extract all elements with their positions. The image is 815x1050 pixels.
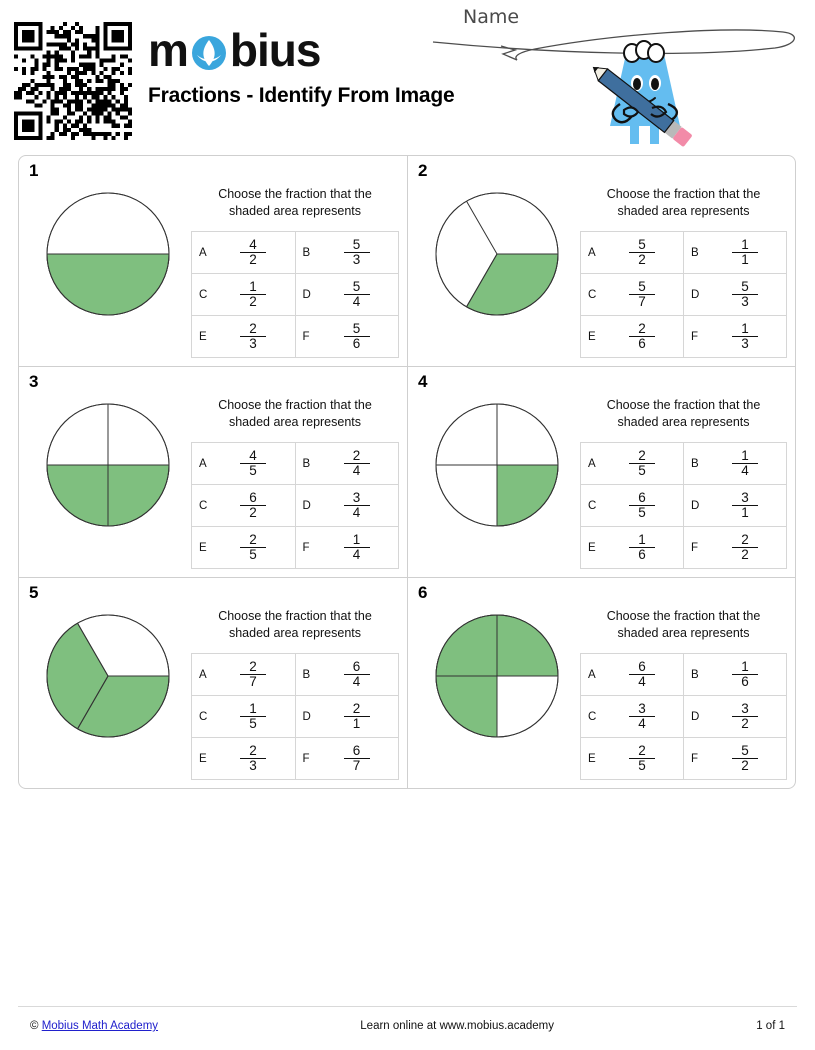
pie-chart — [433, 401, 561, 529]
option-row — [581, 654, 787, 696]
fraction-numerator: 6 — [352, 659, 361, 675]
option-row — [192, 485, 399, 527]
question-number: 6 — [418, 583, 428, 602]
options-table — [191, 442, 399, 569]
question-prompt: Choose the fraction that the shaded area represents — [606, 609, 761, 640]
question-prompt: Choose the fraction that the shaded area represents — [606, 398, 761, 429]
option-fraction — [629, 322, 655, 351]
option-fraction — [732, 238, 758, 267]
option-fraction — [240, 449, 266, 478]
option-row — [581, 696, 787, 738]
fraction-denominator: 5 — [629, 505, 655, 520]
option-cell[interactable] — [295, 485, 399, 527]
option-row — [192, 654, 399, 696]
question-cell-2 — [407, 156, 795, 366]
option-fraction — [240, 744, 266, 773]
option-row — [581, 485, 787, 527]
fraction-denominator: 2 — [732, 547, 758, 562]
option-cell[interactable] — [192, 232, 296, 274]
option-letter: A — [588, 246, 596, 259]
fraction-numerator: 2 — [741, 532, 749, 548]
option-letter: B — [302, 457, 311, 470]
question-cell-4 — [407, 367, 795, 577]
pie-chart-wrap — [29, 373, 187, 569]
option-row — [192, 696, 399, 738]
option-cell[interactable] — [684, 485, 787, 527]
fraction-denominator: 1 — [344, 716, 370, 731]
logo-text-bius: bius — [229, 24, 321, 76]
fraction-denominator: 6 — [732, 674, 758, 689]
pie-chart — [433, 190, 561, 318]
option-fraction — [240, 322, 266, 351]
fraction-numerator: 3 — [741, 490, 749, 506]
question-row — [19, 156, 795, 366]
option-letter: F — [691, 330, 699, 343]
option-row — [581, 316, 787, 358]
footer-divider — [18, 1006, 797, 1007]
question-row — [19, 366, 795, 577]
option-cell[interactable] — [295, 274, 399, 316]
questions-grid — [18, 155, 796, 789]
option-cell[interactable] — [684, 738, 787, 780]
fraction-numerator: 5 — [352, 321, 361, 337]
fraction-denominator: 5 — [629, 463, 655, 478]
name-label: Name — [463, 6, 520, 28]
fraction-denominator: 3 — [344, 252, 370, 267]
brand-block — [148, 24, 455, 108]
option-letter: D — [691, 288, 700, 301]
fraction-denominator: 5 — [240, 547, 266, 562]
fraction-denominator: 2 — [240, 294, 266, 309]
fraction-numerator: 5 — [741, 743, 749, 759]
pie-chart — [433, 612, 561, 740]
footer-page-number: 1 of 1 — [756, 1020, 785, 1032]
option-fraction — [240, 702, 266, 731]
fraction-denominator: 4 — [344, 674, 370, 689]
fraction-denominator: 3 — [732, 294, 758, 309]
pie-chart — [44, 401, 172, 529]
option-fraction — [344, 449, 370, 478]
option-row — [581, 443, 787, 485]
option-fraction — [732, 744, 758, 773]
option-cell[interactable] — [295, 654, 399, 696]
option-letter: F — [691, 541, 699, 554]
fraction-numerator: 2 — [249, 659, 257, 675]
question-prompt: Choose the fraction that the shaded area represents — [606, 187, 761, 218]
option-letter: F — [302, 541, 310, 554]
fraction-denominator: 2 — [240, 252, 266, 267]
option-row — [192, 527, 399, 569]
option-cell[interactable] — [295, 316, 399, 358]
fraction-denominator: 7 — [344, 758, 370, 773]
option-row — [581, 232, 787, 274]
fraction-numerator: 2 — [638, 743, 646, 759]
option-letter: A — [199, 668, 207, 681]
option-letter: B — [302, 246, 311, 259]
fraction-numerator: 4 — [249, 448, 257, 464]
fraction-numerator: 4 — [249, 237, 257, 253]
fraction-numerator: 5 — [352, 237, 361, 253]
option-letter: F — [302, 752, 310, 765]
fraction-numerator: 2 — [638, 448, 646, 464]
question-cell-1 — [19, 156, 407, 366]
option-cell[interactable] — [295, 232, 399, 274]
option-cell[interactable] — [581, 654, 684, 696]
option-fraction — [240, 238, 266, 267]
copyright-symbol: © — [30, 1020, 39, 1032]
fraction-denominator: 5 — [240, 463, 266, 478]
option-cell[interactable] — [684, 654, 787, 696]
fraction-numerator: 1 — [741, 237, 749, 253]
fraction-denominator: 4 — [732, 463, 758, 478]
option-letter: C — [199, 710, 208, 723]
fraction-numerator: 5 — [352, 279, 361, 295]
option-cell[interactable] — [684, 443, 787, 485]
fraction-denominator: 5 — [629, 758, 655, 773]
option-letter: B — [691, 457, 699, 470]
fraction-denominator: 2 — [732, 716, 758, 731]
fraction-numerator: 1 — [741, 321, 749, 337]
footer-copyright — [30, 1020, 158, 1032]
option-row — [192, 316, 399, 358]
fraction-denominator: 5 — [240, 716, 266, 731]
option-letter: B — [302, 668, 311, 681]
option-fraction — [629, 491, 655, 520]
option-letter: D — [691, 710, 700, 723]
question-number: 4 — [418, 372, 428, 391]
option-fraction — [732, 702, 758, 731]
fraction-numerator: 2 — [249, 532, 257, 548]
fraction-numerator: 1 — [249, 279, 257, 295]
option-fraction — [732, 449, 758, 478]
option-fraction — [344, 533, 370, 562]
option-fraction — [344, 744, 370, 773]
page-header — [0, 0, 815, 150]
option-cell[interactable] — [192, 696, 296, 738]
option-letter: C — [588, 710, 597, 723]
option-letter: A — [588, 668, 596, 681]
option-cell[interactable] — [684, 316, 787, 358]
option-cell[interactable] — [192, 485, 296, 527]
options-table — [580, 442, 787, 569]
pie-chart-wrap — [418, 584, 576, 780]
option-fraction — [629, 660, 655, 689]
fraction-denominator: 4 — [344, 294, 370, 309]
option-letter: D — [302, 499, 311, 512]
fraction-numerator: 2 — [249, 743, 257, 759]
option-row — [581, 527, 787, 569]
option-letter: C — [199, 288, 208, 301]
option-fraction — [732, 660, 758, 689]
option-letter: F — [691, 752, 699, 765]
options-table — [191, 231, 399, 358]
option-letter: A — [199, 457, 207, 470]
option-cell[interactable] — [192, 316, 296, 358]
fraction-numerator: 5 — [638, 279, 646, 295]
fraction-numerator: 6 — [249, 490, 257, 506]
option-letter: D — [691, 499, 700, 512]
fraction-denominator: 3 — [732, 336, 758, 351]
option-fraction — [629, 449, 655, 478]
option-fraction — [240, 533, 266, 562]
option-cell[interactable] — [295, 738, 399, 780]
option-fraction — [240, 660, 266, 689]
option-fraction — [732, 280, 758, 309]
fraction-numerator: 3 — [352, 490, 361, 506]
option-fraction — [344, 660, 370, 689]
pie-chart — [44, 612, 172, 740]
option-letter: E — [588, 752, 596, 765]
option-cell[interactable] — [295, 527, 399, 569]
fraction-numerator: 1 — [741, 659, 749, 675]
option-cell[interactable] — [581, 274, 684, 316]
fraction-denominator: 7 — [629, 294, 655, 309]
option-cell[interactable] — [684, 696, 787, 738]
fraction-numerator: 1 — [249, 701, 257, 717]
mobius-math-academy-link[interactable]: Mobius Math Academy — [41, 1020, 159, 1032]
fraction-numerator: 6 — [638, 490, 646, 506]
option-fraction — [344, 280, 370, 309]
option-cell[interactable] — [295, 443, 399, 485]
option-letter: A — [199, 246, 207, 259]
pie-chart-wrap — [29, 584, 187, 780]
question-prompt: Choose the fraction that the shaded area represents — [218, 398, 372, 429]
option-fraction — [629, 702, 655, 731]
option-cell[interactable] — [684, 527, 787, 569]
option-fraction — [344, 702, 370, 731]
mobius-logo — [148, 24, 455, 76]
option-cell[interactable] — [684, 274, 787, 316]
fraction-numerator: 1 — [352, 532, 361, 548]
fraction-denominator: 4 — [344, 463, 370, 478]
question-row — [19, 577, 795, 788]
option-cell[interactable] — [192, 527, 296, 569]
option-letter: E — [199, 752, 207, 765]
option-letter: D — [302, 710, 311, 723]
option-cell[interactable] — [295, 696, 399, 738]
question-prompt: Choose the fraction that the shaded area represents — [218, 187, 372, 218]
option-row — [581, 274, 787, 316]
option-letter: A — [588, 457, 596, 470]
fraction-numerator: 5 — [741, 279, 749, 295]
option-cell[interactable] — [581, 527, 684, 569]
option-cell[interactable] — [581, 485, 684, 527]
option-cell[interactable] — [581, 443, 684, 485]
fraction-denominator: 4 — [344, 547, 370, 562]
option-cell[interactable] — [581, 696, 684, 738]
question-number: 2 — [418, 161, 428, 180]
options-table — [580, 653, 787, 780]
question-cell-5 — [19, 578, 407, 788]
option-fraction — [732, 322, 758, 351]
name-field-area — [425, 4, 805, 150]
fraction-numerator: 2 — [352, 448, 361, 464]
fraction-numerator: 2 — [352, 701, 361, 717]
option-row — [192, 274, 399, 316]
fraction-denominator: 1 — [732, 252, 758, 267]
option-letter: E — [588, 541, 596, 554]
option-cell[interactable] — [192, 274, 296, 316]
fraction-numerator: 2 — [249, 321, 257, 337]
pie-chart-wrap — [29, 162, 187, 358]
option-fraction — [732, 533, 758, 562]
pie-chart — [44, 190, 172, 318]
logo-text-m: m — [148, 24, 188, 76]
fraction-denominator: 7 — [240, 674, 266, 689]
qr-code-icon — [14, 22, 132, 140]
option-fraction — [629, 533, 655, 562]
fraction-numerator: 5 — [638, 237, 646, 253]
question-cell-3 — [19, 367, 407, 577]
option-fraction — [732, 491, 758, 520]
options-table — [191, 653, 399, 780]
option-cell[interactable] — [192, 654, 296, 696]
question-cell-6 — [407, 578, 795, 788]
fraction-denominator: 2 — [240, 505, 266, 520]
fraction-denominator: 4 — [629, 716, 655, 731]
pie-chart-wrap — [418, 162, 576, 358]
footer-center-text: Learn online at www.mobius.academy — [360, 1020, 554, 1032]
option-letter: E — [199, 330, 207, 343]
option-letter: F — [302, 330, 310, 343]
option-cell[interactable] — [581, 738, 684, 780]
fraction-denominator: 4 — [629, 674, 655, 689]
question-prompt: Choose the fraction that the shaded area represents — [218, 609, 372, 640]
fraction-numerator: 1 — [638, 532, 646, 548]
question-number: 3 — [29, 372, 39, 391]
option-fraction — [344, 491, 370, 520]
fraction-denominator: 6 — [629, 547, 655, 562]
mascot-character-icon — [580, 36, 710, 148]
option-fraction — [344, 322, 370, 351]
option-cell[interactable] — [192, 738, 296, 780]
fraction-denominator: 4 — [344, 505, 370, 520]
option-letter: C — [588, 288, 597, 301]
page-title: Fractions - Identify From Image — [148, 84, 455, 107]
option-fraction — [240, 491, 266, 520]
option-cell[interactable] — [684, 232, 787, 274]
fraction-denominator: 2 — [629, 252, 655, 267]
option-cell[interactable] — [581, 232, 684, 274]
fraction-numerator: 6 — [352, 743, 361, 759]
option-fraction — [629, 280, 655, 309]
fraction-numerator: 6 — [638, 659, 646, 675]
option-row — [192, 443, 399, 485]
fraction-numerator: 3 — [638, 701, 646, 717]
fraction-denominator: 3 — [240, 336, 266, 351]
fraction-denominator: 6 — [629, 336, 655, 351]
option-fraction — [240, 280, 266, 309]
option-row — [192, 232, 399, 274]
fraction-denominator: 1 — [732, 505, 758, 520]
option-row — [581, 738, 787, 780]
option-row — [192, 738, 399, 780]
fraction-denominator: 2 — [732, 758, 758, 773]
question-number: 5 — [29, 583, 39, 602]
fraction-numerator: 1 — [741, 448, 749, 464]
mobius-logo-mark-icon — [189, 33, 229, 73]
pie-chart-wrap — [418, 373, 576, 569]
option-letter: D — [302, 288, 311, 301]
option-fraction — [629, 238, 655, 267]
fraction-denominator: 6 — [344, 336, 370, 351]
fraction-numerator: 3 — [741, 701, 749, 717]
option-letter: C — [199, 499, 208, 512]
question-number: 1 — [29, 161, 39, 180]
option-letter: C — [588, 499, 597, 512]
fraction-denominator: 3 — [240, 758, 266, 773]
page-footer — [0, 1006, 815, 1050]
option-letter: E — [588, 330, 596, 343]
fraction-numerator: 2 — [638, 321, 646, 337]
options-table — [580, 231, 787, 358]
option-fraction — [344, 238, 370, 267]
option-fraction — [629, 744, 655, 773]
option-letter: B — [691, 668, 699, 681]
option-letter: E — [199, 541, 207, 554]
option-cell[interactable] — [192, 443, 296, 485]
option-letter: B — [691, 246, 699, 259]
option-cell[interactable] — [581, 316, 684, 358]
